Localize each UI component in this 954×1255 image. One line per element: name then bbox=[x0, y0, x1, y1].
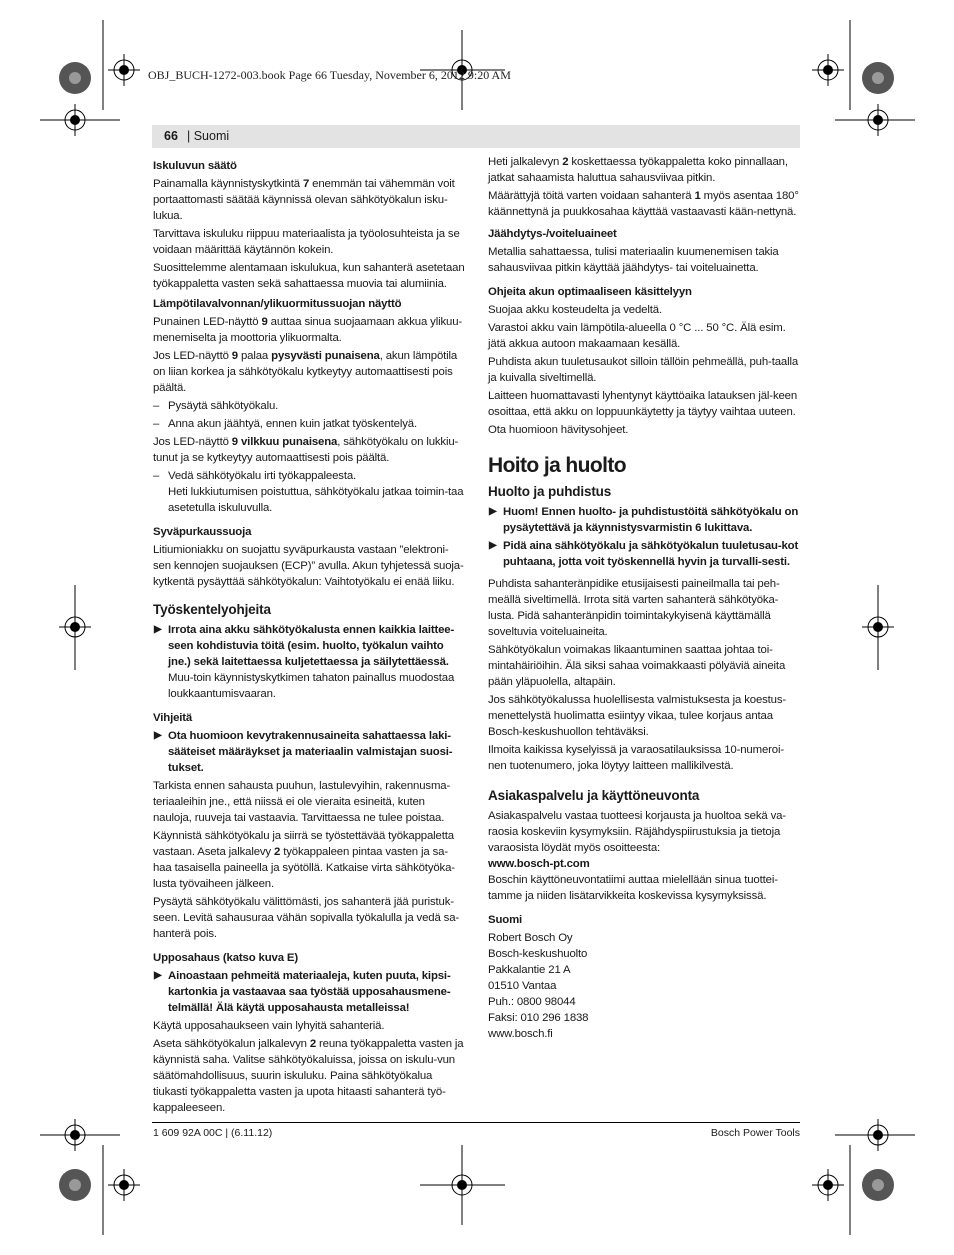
paragraph: Ilmoita kaikissa kyselyissä ja varaosatilauksissa 10-numeroi-nen tuotenumero, joka löytyy laitteen mallikilvestä. bbox=[488, 744, 784, 772]
paragraph: Heti jalkalevyn 2 koskettaessa työkappaletta koko pinnallaan, jatkat sahaamista haluttua sahausviivaa pitkin. bbox=[488, 156, 788, 184]
paragraph: Suojaa akku kosteudelta ja vedeltä. bbox=[488, 304, 662, 316]
warning-item: ▶ Huom! Ennen huolto- ja puhdistustöitä sähkötyökalu on pysäytettävä ja käynnistysvarmistin 6 lukittava. bbox=[489, 506, 799, 534]
paragraph: Punainen LED-näyttö 9 auttaa sinua suojaamaan akkua ylikuu-menemiselta ja moottoria ylikuormalta. bbox=[153, 316, 463, 344]
paragraph: Pysäytä sähkötyökalu välittömästi, jos sahanterä jää puristuk-seen. Levitä sahausuraa vähän sopivalla työkalulla ja vedä sa-hanterä pois. bbox=[153, 896, 460, 940]
list-item: – Anna akun jäähtyä, ennen kuin jatkat työskentelyä. bbox=[153, 418, 417, 430]
triangle-right-icon: ▶ bbox=[154, 970, 162, 981]
paragraph: Litiumioniakku on suojattu syväpurkausta vastaan ”elektroni-sen kennojen suojauksen (ECP)” avulla. Akun tyhjetessä suoja-kytkentä pysäyttää sähkötyökalun: Vaihtotyökalu ei enää liiku. bbox=[153, 544, 464, 588]
list-item: – Pysäytä sähkötyökalu. bbox=[153, 400, 279, 412]
page-number: 66 bbox=[164, 129, 178, 143]
paragraph: Tarvittava iskuluku riippuu materiaalista ja työolosuhteista ja se voidaan määrittää käytännön kokein. bbox=[153, 228, 460, 256]
heading-temperature: Lämpötilavalvonnan/ylikuormitussuojan näyttö bbox=[153, 298, 402, 310]
address-line: Bosch-keskushuolto bbox=[488, 948, 588, 960]
heading-deep-discharge: Syväpurkaussuoja bbox=[153, 526, 252, 538]
paragraph: Aseta sähkötyökalun jalkalevyn 2 reuna työkappaletta vasten ja käynnistä saha. Valitse sähkötyökaluissa, joissa on iskulu-vun säätömahdollisuus, suurin iskuluku. Paina sähkötyökalua tiukasti työkappaletta vasten ja upota hitaasti sahanterä työ-kappaleeseen. bbox=[153, 1038, 464, 1114]
list-item: – Vedä sähkötyökalu irti työkappaleesta. Heti lukkiutumisen poistuttua, sähkötyökalu jatkaa toimin-taa asetetulla iskuluvulla. bbox=[153, 470, 464, 514]
paragraph: Käynnistä sähkötyökalu ja siirrä se työstettävää työkappaletta vastaan. Aseta jalkalevy 2 työkappaleen pintaa vasten ja sa-haa tasaisella paineella ja syötöllä. Katkaise virta sähkötyöka-lusta työvaiheen jälkeen. bbox=[153, 830, 455, 890]
address-line: 01510 Vantaa bbox=[488, 980, 557, 992]
heading-customer-service: Asiakaspalvelu ja käyttöneuvonta bbox=[488, 788, 700, 803]
footer-rule bbox=[152, 1122, 800, 1123]
warning-item: ▶ Irrota aina akku sähkötyökalusta ennen kaikkia laittee-seen kohdistuvia töitä (esim. huolto, työkalun vaihto jne.) sekä laitettaessa kuljetettaessa ja säilytettäessä. Muu-toin käynnistyskytkimen tahaton painallus muodostaa loukkaantumisvaaran. bbox=[154, 624, 455, 700]
paragraph: Metallia sahattaessa, tulisi materiaalin kuumenemisen takia sahausviivaa pitkin käyttää jäähdytys- tai voiteluainetta. bbox=[488, 246, 779, 274]
header-language: | Suomi bbox=[187, 129, 230, 143]
paragraph: Puhdista sahanteränpidike etusijaisesti paineilmalla tai peh-meällä siveltimellä. Irrota sitä varten sahanterä sähkötyöka-lusta. Pidä sahanteränpidin toimintakykyisenä käyttämällä soveltuvia voiteluaineita. bbox=[488, 578, 780, 638]
paragraph: Asiakaspalvelu vastaa tuotteesi korjausta ja huoltoa sekä va-raosia koskeviin kysymyksiin. Räjähdyspiirustuksia ja tietoja varaosista löydät myös osoitteesta: bbox=[488, 810, 786, 854]
heading-tips: Vihjeitä bbox=[153, 712, 193, 724]
paragraph: Määrättyjä töitä varten voidaan sahanterä 1 myös asentaa 180° käännettynä ja puukkosahaa käyttää vastaavasti kään-nettynä. bbox=[488, 190, 799, 218]
address-line: Robert Bosch Oy bbox=[488, 932, 573, 944]
heading-coolant: Jäähdytys-/voiteluaineet bbox=[488, 228, 617, 240]
paragraph: Suosittelemme alentamaan iskulukua, kun sahanterä asetetaan työkappaletta vasten sekä sahattaessa muovia tai alumiinia. bbox=[153, 262, 465, 290]
paragraph: Sähkötyökalun voimakas likaantuminen saattaa johtaa toi-mintahäiriöihin. Älä siksi sahaa voimakkaasti pölyäviä aineita pään yläpuolella, altapäin. bbox=[488, 644, 786, 688]
heading-working-advice: Työskentelyohjeita bbox=[153, 602, 271, 617]
section-title-maintenance: Hoito ja huolto bbox=[488, 454, 626, 477]
paragraph: Tarkista ennen sahausta puuhun, lastulevyihin, rakennusma-teriaaleihin jne., että niissä ei ole vieraita esineitä, kuten nauloja, ruuveja tai vastaavia. Tarvittaessa ne tulee poistaa. bbox=[153, 780, 451, 824]
paragraph: Jos LED-näyttö 9 vilkkuu punaisena, sähkötyökalu on lukkiu-tunut ja se kytkeytyy automaattisesti pois päältä. bbox=[153, 436, 459, 464]
address-line[interactable]: www.bosch.fi bbox=[488, 1028, 553, 1040]
address-line: Faksi: 010 296 1838 bbox=[488, 1012, 589, 1024]
page-header bbox=[152, 125, 800, 148]
paragraph: Jos sähkötyökalussa huolellisesta valmistuksesta ja koestus-menettelystä huolimatta esiintyy vikaa, tulee korjaus antaa Bosch-keskushuollon tehtäväksi. bbox=[488, 694, 787, 738]
heading-maintenance-cleaning: Huolto ja puhdistus bbox=[488, 484, 612, 499]
footer-doc-number: 1 609 92A 00C | (6.11.12) bbox=[153, 1127, 273, 1139]
address-line: Pakkalantie 21 A bbox=[488, 964, 571, 976]
heading-stroke-rate: Iskuluvun säätö bbox=[153, 160, 237, 172]
triangle-right-icon: ▶ bbox=[154, 624, 162, 635]
triangle-right-icon: ▶ bbox=[489, 506, 497, 517]
paragraph: Käytä upposahaukseen vain lyhyitä sahanteriä. bbox=[153, 1020, 385, 1032]
footer-brand: Bosch Power Tools bbox=[710, 1127, 800, 1139]
paragraph: Boschin käyttöneuvontatiimi auttaa mielellään sinua tuottei-tamme ja niiden lisätarvikkeita koskevissa kysymyksissä. bbox=[488, 874, 778, 902]
service-url[interactable]: www.bosch-pt.com bbox=[488, 858, 590, 870]
paragraph: Puhdista akun tuuletusaukot silloin tällöin pehmeällä, puh-taalla ja kuivalla siveltimellä. bbox=[488, 356, 799, 384]
address-line: Puh.: 0800 98044 bbox=[488, 996, 576, 1008]
file-info: OBJ_BUCH-1272-003.book Page 66 Tuesday, November 6, 2012 9:20 AM bbox=[148, 68, 511, 82]
triangle-right-icon: ▶ bbox=[489, 540, 497, 551]
right-column bbox=[488, 154, 800, 1042]
heading-country: Suomi bbox=[488, 914, 523, 926]
address-block bbox=[488, 930, 800, 1042]
heading-battery-handling: Ohjeita akun optimaaliseen käsittelyyn bbox=[488, 286, 692, 298]
paragraph: Laitteen huomattavasti lyhentynyt käyttöaika latauksen jäl-keen osoittaa, että akku on loppuunkäytetty ja täytyy vaihtaa uuteen. bbox=[488, 390, 798, 418]
paragraph: Painamalla käynnistyskytkintä 7 enemmän tai vähemmän voit portaattomasti säätää käynnissä olevan sähkötyökalun isku-lukua. bbox=[153, 178, 455, 222]
paragraph: Ota huomioon hävitysohjeet. bbox=[488, 424, 629, 436]
warning-item: ▶ Pidä aina sähkötyökalu ja sähkötyökalun tuuletusau-kot puhtaana, jotta voit työskennellä hyvin ja turvalli-sesti. bbox=[489, 540, 799, 568]
triangle-right-icon: ▶ bbox=[154, 730, 162, 741]
left-column bbox=[153, 154, 465, 1118]
paragraph: Varastoi akku vain lämpötila-alueella 0 °C ... 50 °C. Älä esim. jätä akkua autoon makaamaan kesällä. bbox=[488, 322, 786, 350]
warning-item: ▶ Ota huomioon kevytrakennusaineita sahattaessa laki-sääteiset määräykset ja materiaalin valmistajan suosi-tukset. bbox=[154, 730, 453, 774]
heading-plunge-cutting: Upposahaus (katso kuva E) bbox=[153, 952, 299, 964]
paragraph: Jos LED-näyttö 9 palaa pysyvästi punaisena, akun lämpötila on liian korkea ja sähkötyökalu kytkeytyy automaattisesti pois päältä. bbox=[153, 350, 458, 394]
warning-item: ▶ Ainoastaan pehmeitä materiaaleja, kuten puuta, kipsi-kartonkia ja vastaavaa saa työstää upposahausmene-telmällä! Älä käytä upposahausta metalleissa! bbox=[154, 970, 451, 1014]
